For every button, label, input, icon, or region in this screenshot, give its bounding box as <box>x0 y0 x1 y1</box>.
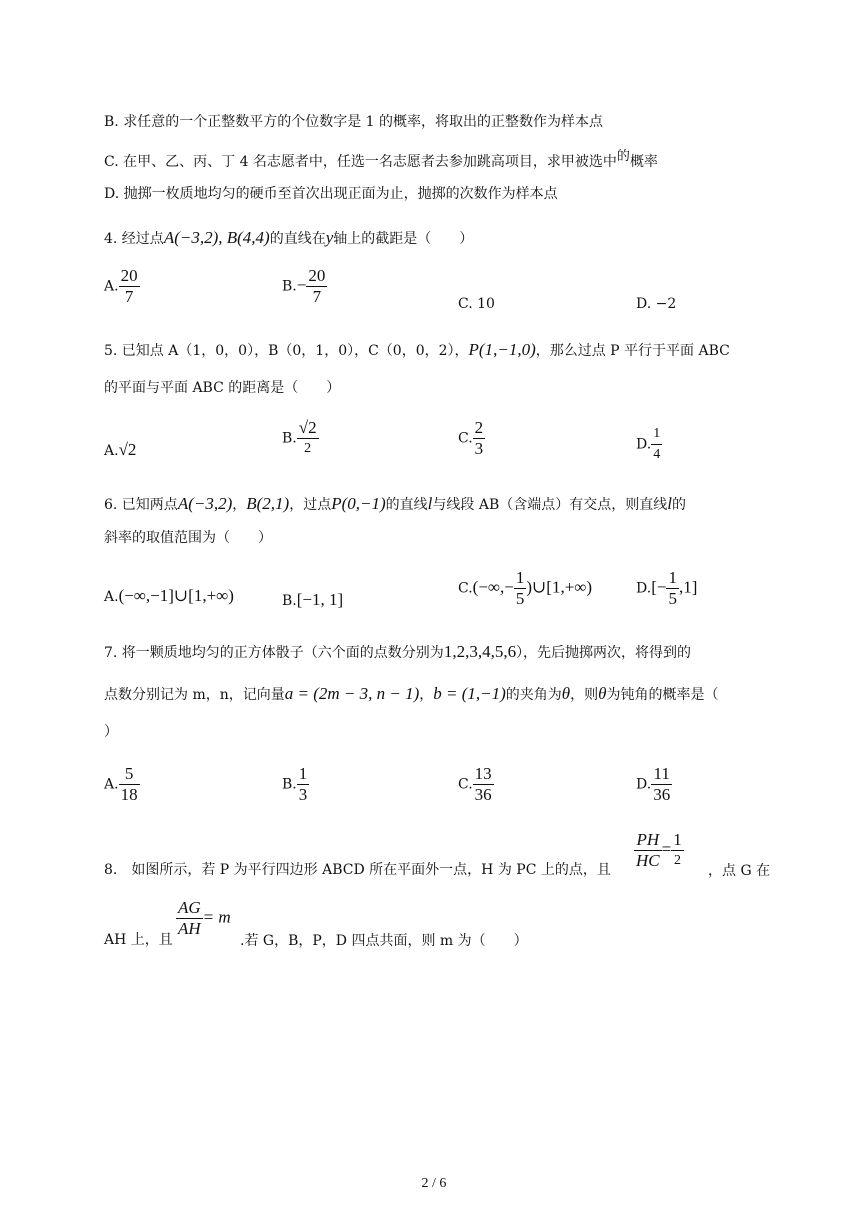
q5-stem-line1 <box>104 340 730 361</box>
q6-option-a <box>104 586 234 606</box>
q5-d-den: 4 <box>653 447 661 462</box>
q7-line2-c: ，则 <box>570 687 599 703</box>
q6-option-d <box>636 568 697 609</box>
q5-line1-end: ，那么过点 P 平行于平面 ABC <box>535 343 730 359</box>
q7-b-num: 1 <box>298 764 308 783</box>
q5-a-label: A. <box>104 443 119 459</box>
q4-option-c: C. 10 <box>458 296 495 312</box>
q7-c-num: 13 <box>474 764 492 783</box>
q7-b-den: 3 <box>298 785 308 804</box>
q8-frac2-num: 1 <box>673 830 682 849</box>
q4-a-den: 7 <box>124 287 134 306</box>
q5-option-d <box>636 424 662 465</box>
q4-option-b <box>282 266 327 307</box>
q6-c-num: 1 <box>515 568 525 587</box>
q5-b-num: √2 <box>298 418 317 437</box>
q6-c-post: )∪[1,+∞) <box>526 577 593 597</box>
q6-c-label: C. <box>458 580 473 597</box>
q7-c-label: C. <box>458 776 473 793</box>
q8-stem-line2-b: .若 G，B，P，D 四点共面，则 m 为（ ） <box>240 933 528 949</box>
q5-option-c <box>458 418 485 459</box>
q4-suffix: 轴上的截距是（ ） <box>333 231 474 247</box>
q6-d-fraction <box>666 568 679 609</box>
q7-vector-a: a = (2m − 3, n − 1) <box>284 684 420 703</box>
q6-d-label: D. <box>636 580 652 597</box>
q7-b-label: B. <box>282 776 297 793</box>
q5-d-fraction <box>651 424 662 465</box>
q6-d-post: ,1] <box>678 577 698 597</box>
q7-die-faces: 1,2,3,4,5,6 <box>443 642 517 661</box>
q6-point-p: P(0,−1) <box>331 494 386 513</box>
q5-point: P(1,−1,0) <box>468 340 536 359</box>
q6-line-l1: l <box>427 494 433 513</box>
q4-option-d: D. −2 <box>636 296 677 312</box>
q7-stem-line3: ） <box>104 724 118 740</box>
q6-c-fraction <box>514 568 527 609</box>
q7-option-a <box>104 764 140 805</box>
q4-points: A(−3,2), B(4,4) <box>163 228 270 247</box>
q5-option-a <box>104 440 136 460</box>
q7-sep: ， <box>419 687 434 703</box>
q4-a-label: A. <box>104 278 119 295</box>
q4-b-num: 20 <box>308 266 326 285</box>
q7-option-c <box>458 764 494 805</box>
q6-d-pre: [− <box>651 577 667 597</box>
q7-a-fraction <box>119 764 140 805</box>
q7-line1-text: 7. 将一颗质地均匀的正方体骰子（六个面的点数分别为 <box>104 645 444 661</box>
q7-a-num: 5 <box>119 764 140 785</box>
q4-axis: y <box>325 228 334 247</box>
q6-point-b: B(2,1) <box>246 494 290 513</box>
q6-stem-line1 <box>104 494 686 515</box>
q7-b-fraction <box>297 764 310 805</box>
q6-stem-line2: 斜率的取值范围为（ ） <box>104 530 272 546</box>
q6-d-den: 5 <box>668 589 677 608</box>
q8-frac-half <box>671 830 684 871</box>
q5-b-den: 2 <box>304 441 312 456</box>
q3-option-c-end: 概率 <box>629 154 658 170</box>
q8-frac-ag-ah <box>176 898 203 939</box>
q7-line2-a: 点数分别记为 m，n，记向量 <box>104 687 285 703</box>
q7-stem-line1 <box>104 642 691 663</box>
q7-a-den: 18 <box>120 785 138 804</box>
q5-d-label: D. <box>636 436 652 453</box>
q6-c-den: 5 <box>515 589 525 608</box>
q4-prefix: 4. 经过点 <box>104 231 164 247</box>
q6-option-c <box>458 568 592 609</box>
q7-d-fraction <box>651 764 672 805</box>
q5-b-fraction <box>297 418 319 459</box>
q8-eq1: = <box>661 839 672 859</box>
q5-stem-line2: 的平面与平面 ABC 的距离是（ ） <box>104 380 341 396</box>
q7-option-d <box>636 764 672 805</box>
q7-c-den: 36 <box>474 785 492 804</box>
q4-b-den: 7 <box>312 287 322 306</box>
q6-end: 的 <box>671 497 686 513</box>
q4-stem <box>104 228 473 249</box>
q8-ratio-ag-ah <box>176 898 231 939</box>
q8-line1-end: ，点 G 在 <box>708 863 771 879</box>
q7-line2-d: 为钝角的概率是（ <box>606 687 719 703</box>
q5-d-num: 1 <box>651 424 662 445</box>
q6-point-a: A(−3,2) <box>177 494 233 513</box>
q8-stem-line2-a: AH 上，且 <box>104 932 173 948</box>
q5-c-den: 3 <box>474 439 484 458</box>
q5-a-value: √2 <box>118 440 137 459</box>
q7-c-fraction <box>473 764 494 805</box>
q7-d-label: D. <box>636 776 652 793</box>
q6-d-num: 1 <box>668 568 677 587</box>
q4-a-num: 20 <box>120 266 138 285</box>
q8-frac1-num: PH <box>634 830 662 851</box>
q8-frac1-den: HC <box>636 851 660 870</box>
q7-stem-line2 <box>104 684 719 705</box>
q7-theta2: θ <box>598 684 607 703</box>
q3-option-d: D. 抛掷一枚质地均匀的硬币至首次出现正面为止，抛掷的次数作为样本点 <box>104 186 558 202</box>
q6-b-value: [−1, 1] <box>296 590 344 609</box>
q4-option-a <box>104 266 140 307</box>
q7-a-label: A. <box>104 776 119 793</box>
q8-ratio-ph-hc <box>634 830 684 871</box>
q6-option-b <box>282 590 343 610</box>
q6-b-label: B. <box>282 593 297 609</box>
q6-line-l2: l <box>667 494 672 513</box>
q4-a-fraction <box>119 266 140 307</box>
q8-frac3-den: AH <box>178 919 201 938</box>
q6-c-pre: (−∞,− <box>472 577 514 597</box>
q5-line1-text: 5. 已知点 A（1，0，0），B（0，1，0），C（0，0，2）， <box>104 343 469 359</box>
q6-mid2: 的直线 <box>385 497 428 513</box>
q4-b-label: B. <box>282 278 297 295</box>
q4-b-fraction <box>306 266 327 307</box>
q8-frac3-num: AG <box>178 898 201 917</box>
q8-eq2: = m <box>202 907 231 927</box>
q7-line2-b: 的夹角为 <box>505 687 562 703</box>
q5-b-label: B. <box>282 430 297 447</box>
page-number: 2 / 6 <box>421 1176 447 1191</box>
q6-sep: ， <box>232 497 247 513</box>
q3-option-c <box>104 149 658 173</box>
q7-line1-end: ），先后抛掷两次，将得到的 <box>516 645 692 661</box>
q5-c-fraction <box>473 418 486 459</box>
q4-b-sign: − <box>296 275 307 295</box>
q5-c-label: C. <box>458 430 473 447</box>
q6-a-label: A. <box>104 589 119 605</box>
q5-c-num: 2 <box>474 418 484 437</box>
q7-option-b <box>282 764 309 805</box>
q3-option-c-small: 的 <box>616 149 630 164</box>
q4-mid: 的直线在 <box>269 231 326 247</box>
q7-d-den: 36 <box>653 785 671 804</box>
q5-option-b <box>282 418 319 459</box>
q6-a-value: (−∞,−1]∪[1,+∞) <box>118 586 234 605</box>
q7-theta1: θ <box>561 684 571 703</box>
q8-stem-line1: 8. 如图所示，若 P 为平行四边形 ABCD 所在平面外一点，H 为 PC 上的点，且 <box>104 862 611 878</box>
q8-frac-ph-hc <box>634 830 662 871</box>
q8-frac2-den: 2 <box>673 853 681 868</box>
q6-mid1: ，过点 <box>289 497 332 513</box>
q3-option-c-text: C. 在甲、乙、丙、丁 4 名志愿者中，任选一名志愿者去参加跳高项目，求甲被选中 <box>104 154 617 170</box>
q6-prefix: 6. 已知两点 <box>104 497 178 513</box>
q7-d-num: 11 <box>651 764 672 785</box>
q6-mid3: 与线段 AB（含端点）有交点，则直线 <box>432 497 668 513</box>
q3-option-b: B. 求任意的一个正整数平方的个位数字是 1 的概率，将取出的正整数作为样本点 <box>104 114 603 130</box>
q7-vector-b: b = (1,−1) <box>433 684 506 703</box>
